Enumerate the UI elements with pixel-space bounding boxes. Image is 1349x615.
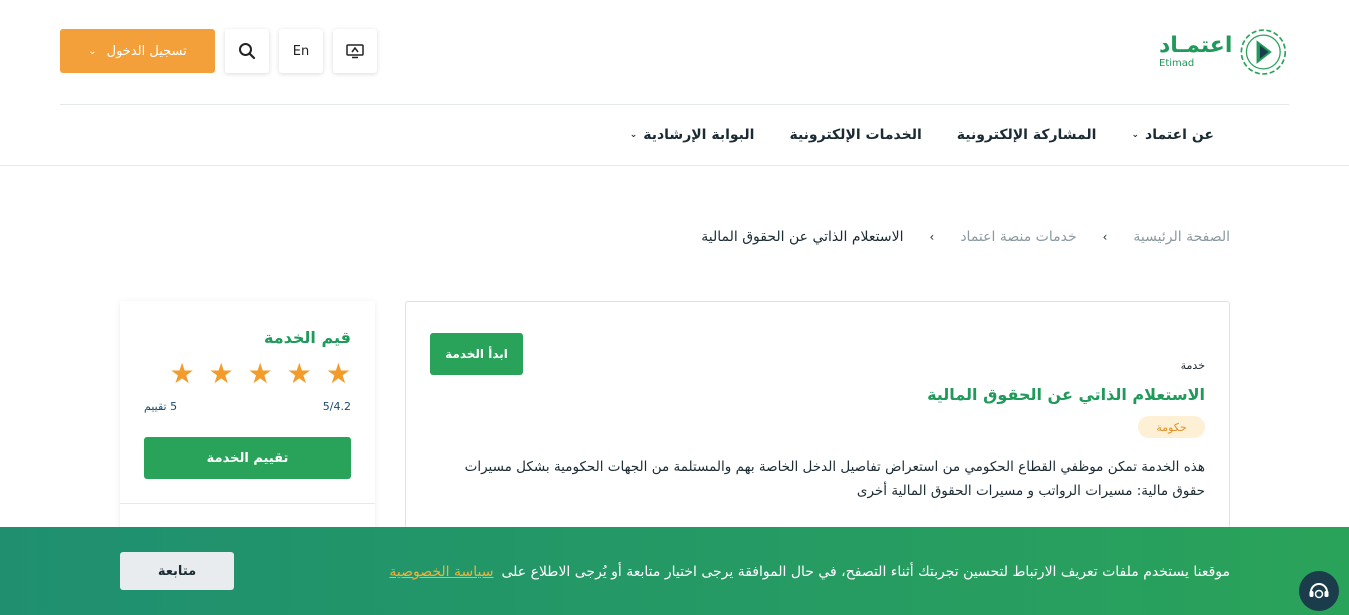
chevron-left-icon: ›: [929, 230, 935, 244]
star-icon[interactable]: ★: [247, 357, 273, 390]
cookie-continue-button[interactable]: متابعة: [120, 552, 234, 590]
rating-score: 5/4.2: [322, 400, 351, 413]
chevron-down-icon: ⌄: [88, 45, 97, 57]
start-service-button[interactable]: ابدأ الخدمة: [430, 333, 523, 375]
rating-title: قيم الخدمة: [264, 328, 351, 347]
search-icon: [238, 42, 256, 60]
nav-item-label: الخدمات الإلكترونية: [789, 127, 922, 143]
main-nav: [0, 105, 1349, 166]
breadcrumb: [701, 229, 1230, 245]
rating-card: [120, 301, 375, 561]
accessibility-button[interactable]: [333, 29, 377, 73]
site-header: [0, 0, 1349, 105]
cookie-text: موقعنا يستخدم ملفات تعريف الارتباط لتحسين تجربتك أثناء التصفح، في حال الموافقة يرجى اختيار متابعة أو يُرجى الاطلاع على: [501, 564, 1230, 580]
service-type-label: خدمة: [1180, 359, 1205, 372]
service-description: هذه الخدمة تمكن موظفي القطاع الحكومي من استعراض تفاصيل الدخل الخاصة بهم والمستلمة من الجهات الحكومية بشكل مسيرات حقوق مالية: مسيرات الرواتب و مسيرات الحقوق المالية أخرى: [464, 459, 1205, 499]
chat-support-button[interactable]: [1299, 571, 1339, 611]
language-button[interactable]: En: [279, 29, 323, 73]
login-label: تسجيل الدخول: [106, 43, 187, 59]
nav-item-label: البوابة الإرشادية: [643, 127, 755, 143]
header-tools: [60, 29, 377, 73]
rating-divider: [120, 503, 375, 504]
chevron-down-icon: ⌄: [629, 130, 638, 140]
search-button[interactable]: [225, 29, 269, 73]
rating-count: 5 تقييم: [144, 400, 178, 413]
cookie-banner: [0, 527, 1349, 615]
nav-item-label: عن اعتماد: [1145, 127, 1214, 143]
chevron-left-icon: ›: [1102, 230, 1108, 244]
etimad-logo[interactable]: [1159, 22, 1289, 82]
privacy-policy-link[interactable]: سياسة الخصوصية: [389, 564, 494, 580]
star-icon[interactable]: ★: [169, 357, 195, 390]
nav-item-guidance-portal[interactable]: [630, 127, 755, 143]
service-card: [405, 301, 1230, 561]
service-title: الاستعلام الذاتي عن الحقوق المالية: [927, 385, 1205, 404]
nav-item-e-services[interactable]: [789, 127, 921, 143]
rate-service-button[interactable]: تقييم الخدمة: [144, 437, 351, 479]
etimad-logo-icon: [1238, 23, 1289, 81]
accessibility-icon: [346, 43, 364, 59]
nav-item-label: المشاركة الإلكترونية: [956, 127, 1097, 143]
star-icon[interactable]: ★: [286, 357, 312, 390]
rating-stars[interactable]: [169, 359, 351, 389]
logo-arabic: اعتمـاد: [1159, 33, 1233, 58]
breadcrumb-services[interactable]: خدمات منصة اعتماد: [960, 229, 1077, 245]
chat-support-icon: [1307, 579, 1331, 603]
breadcrumb-home[interactable]: الصفحة الرئيسية: [1133, 229, 1230, 245]
star-icon[interactable]: ★: [208, 357, 234, 390]
chevron-down-icon: ⌄: [1131, 130, 1140, 140]
service-category-badge: حكومة: [1138, 416, 1205, 438]
star-icon[interactable]: ★: [325, 357, 351, 390]
login-button[interactable]: [60, 29, 215, 73]
cookie-message: [389, 564, 1230, 580]
logo-english: Etimad: [1159, 58, 1195, 69]
breadcrumb-current: الاستعلام الذاتي عن الحقوق المالية: [701, 229, 904, 245]
nav-item-about[interactable]: [1132, 127, 1215, 143]
logo-text: [1159, 34, 1232, 70]
nav-item-e-participation[interactable]: [957, 127, 1097, 143]
